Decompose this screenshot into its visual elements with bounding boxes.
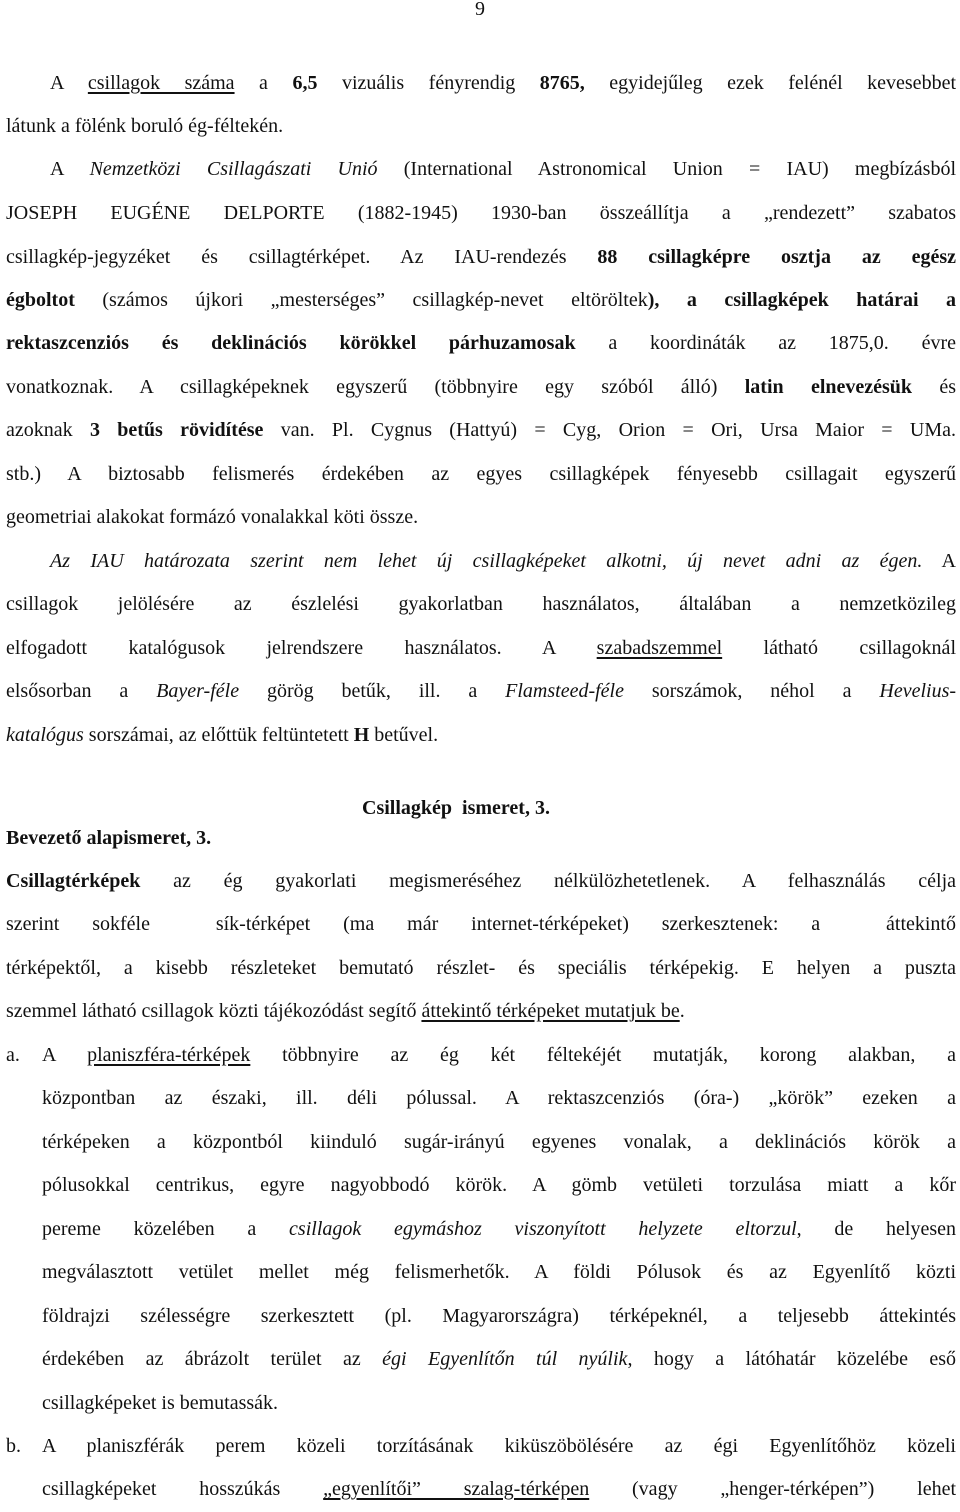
paragraph-4-line-4: szemmel látható csillagok közti tájékozódást segítő áttekintő térképeket mutatjuk be. — [6, 1000, 685, 1022]
list-a-line-7: földrajzi szélességre szerkesztett (pl. Magyarországra) térképeknél, a teljesebb áttekintés — [42, 1305, 956, 1327]
section-heading-center: Csillagkép ismeret, 3. — [362, 797, 550, 819]
list-a-line-5: pereme közelében a csillagok egymáshoz viszonyított helyzete eltorzul, de helyesen — [42, 1218, 956, 1240]
paragraph-1-line-2: látunk a fölénk boruló ég-féltekén. — [6, 115, 284, 137]
link-csillagok-szama: csillagok száma — [87, 72, 235, 94]
paragraph-2-line-8: stb.) A biztosabb felismerés érdekében az egyes csillagképek fényesebb csillagait egyszerű — [6, 463, 956, 485]
paragraph-2-line-6: vonatkoznak. A csillagképeknek egyszerű (többnyire egy szóból álló) latin elnevezésük és — [6, 376, 957, 398]
list-a-line-6: megválasztott vetület mellet még felismerhetők. A földi Pólusok és az Egyenlítő közti — [42, 1261, 956, 1283]
list-a-line-2: központban az északi, ill. déli pólussal. A rektaszcenziós (óra-) „körök” ezeken a — [42, 1087, 956, 1109]
list-label-b: b. — [6, 1435, 21, 1457]
list-label-a: a. — [6, 1044, 20, 1066]
list-a-line-8: érdekében az ábrázolt terület az égi Egyenlítőn túl nyúlik, hogy a látóhatár közelébe eső — [42, 1348, 957, 1370]
paragraph-4-line-3: térképektől, a kisebb részleteket bemutató részlet- és speciális térképekig. E helyen a puszta — [6, 957, 956, 979]
paragraph-2-line-2: JOSEPH EUGÉNE DELPORTE (1882-1945) 1930-ban összeállítja a „rendezett” szabatos — [6, 202, 956, 224]
list-b-line-1: A planiszférák perem közeli torzításának kiküszöbölésére az égi Egyenlítőhöz közeli — [42, 1435, 956, 1457]
list-b-line-2: csillagképeket hosszúkás „egyenlítői” szalag-térképen (vagy „henger-térképen”) lehet — [42, 1478, 957, 1500]
paragraph-3-line-4: elsősorban a Bayer-féle görög betűk, ill. a Flamsteed-féle sorszámok, néhol a Hevelius- — [6, 680, 957, 702]
paragraph-2-line-1: A Nemzetközi Csillagászati Unió (International Astronomical Union = IAU) megbízásból — [50, 158, 957, 180]
paragraph-3-line-3: elfogadott katalógusok jelrendszere használatos. A szabadszemmel látható csillagoknál — [6, 637, 956, 659]
paragraph-3-line-1: Az IAU határozata szerint nem lehet új csillagképeket alkotni, új nevet adni az égen. A — [50, 550, 957, 572]
paragraph-3-line-2: csillagok jelölésére az észlelési gyakorlatban használatos, általában a nemzetközileg — [6, 593, 956, 615]
list-a-line-9: csillagképeket is bemutassák. — [42, 1392, 279, 1414]
paragraph-2-line-9: geometriai alakokat formázó vonalakkal köti össze. — [6, 506, 419, 528]
list-a-line-4: pólusokkal centrikus, egyre nagyobbodó körök. A gömb vetületi torzulása miatt a kőr — [42, 1174, 956, 1196]
paragraph-4-line-2: szerint sokféle sík-térképet (ma már internet-térképeket) szerkesztenek: a áttekintő — [6, 913, 956, 935]
list-a-line-1: A planiszféra-térképek többnyire az ég két féltekéjét mutatják, korong alakban, a — [42, 1044, 956, 1066]
paragraph-2-line-5: rektaszcenziós és deklinációs körökkel párhuzamosak a koordináták az 1875,0. évre — [6, 332, 956, 354]
paragraph-4-line-1: Csillagtérképek az ég gyakorlati megismeréséhez nélkülözhetetlenek. A felhasználás célja — [6, 870, 956, 892]
page-number: 9 — [475, 0, 485, 20]
paragraph-2-line-7: azoknak 3 betűs rövidítése van. Pl. Cygnus (Hattyú) = Cyg, Orion = Ori, Ursa Maior = UMa. — [6, 419, 956, 441]
section-heading-left: Bevezető alapismeret, 3. — [6, 827, 212, 849]
paragraph-2-line-3: csillagkép-jegyzéket és csillagtérképet. Az IAU-rendezés 88 csillagképre osztja az egész — [6, 246, 957, 268]
paragraph-1-line-1: A csillagok száma a 6,5 vizuális fényrendig 8765, egyidejűleg ezek felénél kevesebbet — [50, 72, 956, 94]
paragraph-2-line-4: égboltot (számos újkori „mesterséges” csillagkép-nevet eltöröltek), a csillagképek határai a — [6, 289, 956, 311]
paragraph-3-line-5: katalógus sorszámai, az előttük feltüntetett H betűvel. — [6, 724, 439, 746]
list-a-line-3: térképeken a központból kiinduló sugár-irányú egyenes vonalak, a deklinációs körök a — [42, 1131, 956, 1153]
